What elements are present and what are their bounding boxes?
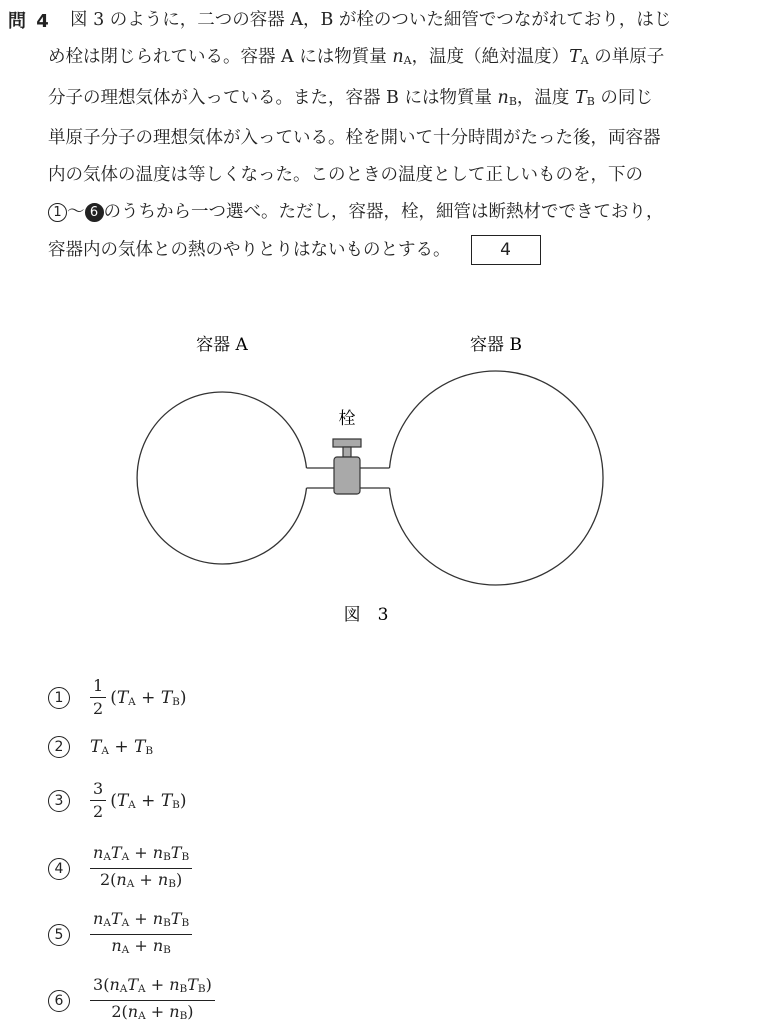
choice-fraction: $\frac{\text{nATA + nBTB}}{nA + nB}$ [90,909,192,960]
question-line: 図 3 のように，二つの容器 A，B が栓のついた細管でつながれており，はじ [70,10,672,30]
container-b [390,371,604,585]
choice-number: 4 [48,858,70,880]
question-line: 分子の理想気体が入っている。また，容器 B には物質量 nB，温度 TB の同じ [48,87,653,108]
question-line: 1 ～ 6 のうちから一つ選べ。ただし，容器，栓，細管は断熱材でできており， [48,194,753,231]
choice-number: 3 [48,790,70,812]
range-start-marker: 1 [48,203,67,222]
question-text [48,2,753,269]
figure-3 [0,300,762,640]
answer-box[interactable]: 4 [471,235,541,265]
choice-expression: TA + TB [90,737,154,757]
container-a-label: 容器 A [196,335,248,355]
figure-caption: 図 3 [343,605,389,625]
stopper-icon [333,439,361,494]
container-a [137,392,306,564]
question-line: め栓は閉じられている。容器 A には物質量 nA，温度（絶対温度）TA の単原子 [48,47,665,68]
coefficient-fraction: $\frac{1}{2}$ [90,676,106,719]
question-line: 容器内の気体との熱のやりとりはないものとする。 4 [48,232,753,269]
question-number: 問 4 [8,11,51,32]
choice-2[interactable] [48,736,153,758]
choice-expression: (TA + TB) [110,790,187,811]
question-line: 単原子分子の理想気体が入っている。栓を開いて十分時間がたった後，両容器 [48,127,661,148]
question-line: 内の気体の温度は等しくなった。このときの温度として正しいものを，下の [48,165,643,186]
choice-1[interactable] [48,676,187,719]
choice-number: 2 [48,736,70,758]
range-end-marker: 6 [85,203,104,222]
choice-number: 1 [48,687,70,709]
choice-expression: (TA + TB) [110,687,187,708]
choice-3[interactable] [48,779,187,822]
coefficient-fraction: $\frac{3}{2}$ [90,779,106,822]
choice-fraction: $\frac{\text{nATA + nBTB}}{2(nA + nB)}$ [90,843,192,894]
choice-number: 5 [48,924,70,946]
choice-number: 6 [48,990,70,1012]
choice-5[interactable] [48,909,196,960]
choice-4[interactable] [48,843,196,894]
choice-fraction: $\frac{\text{3(nATA + nBTB)}}{2(nA + nB)}$ [90,975,215,1026]
choice-6[interactable] [48,975,219,1026]
stopper-label: 栓 [338,409,356,429]
container-diagram [0,300,762,640]
container-b-label: 容器 B [470,335,522,355]
